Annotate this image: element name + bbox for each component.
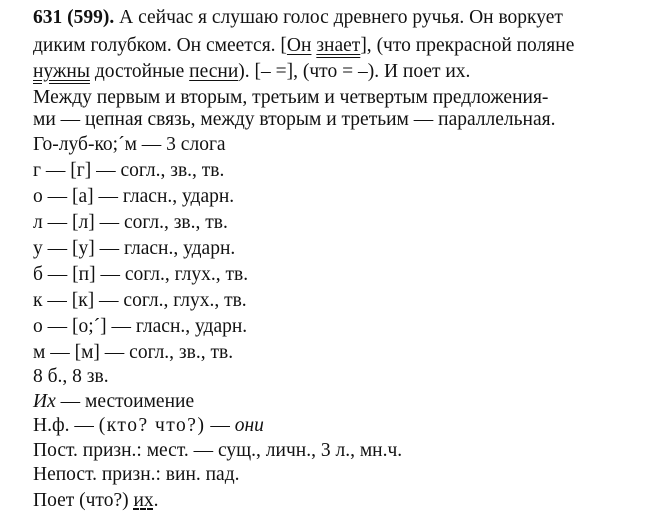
scheme-clause-close: ). [– =], (что = –). И поет их. [238,61,471,82]
phonetic-row: к — [к] — согл., глух., тв. [33,290,247,311]
phonetic-row: м — [м] — согл., зв., тв. [33,342,234,363]
exercise-sentence-1: А сейчас я слушаю голос древнего ручья. Он воркует [119,7,563,28]
scheme-open: [ [280,35,287,56]
scheme-predicate-2: нужны [33,61,90,82]
morph-role-prefix: Поет (что?) [33,490,134,511]
morph-word-line [33,392,194,412]
morph-role-end: . [153,490,159,511]
phonetic-header: Го-луб-ко;´м — 3 слога [33,134,226,155]
morph-nf-prefix: Н.ф. — [33,415,99,436]
exercise-number: 631 (599). [33,7,115,28]
morph-variable-features: Непост. призн.: вин. пад. [33,464,240,485]
morph-constant-features: Пост. призн.: мест. — сущ., личн., 3 л., мн.ч. [33,440,403,461]
phonetic-row: у — [у] — гласн., ударн. [33,238,236,259]
connection-line-1: Между первым и вторым, третьим и четвертым предложения- [33,87,549,108]
exercise-line-1 [33,8,563,28]
scheme-subject: Он [286,35,312,56]
exercise-line-2 [33,36,574,56]
scheme-subject-2: песни [189,61,239,82]
phonetic-row: л — [л] — согл., зв., тв. [33,212,228,233]
morph-syntactic-role [33,491,159,511]
scheme-clause-open: (что прекрасной поляне [371,35,575,56]
morph-initial-form [33,416,264,436]
phonetic-row: б — [п] — согл., глух., тв. [33,264,249,285]
morph-nf-question: (кто? что?) [98,415,206,436]
exercise-sentence-2: диким голубком. Он смеется. [33,35,276,56]
scheme-middle: достойные [89,61,190,82]
phonetic-row: г — [г] — согл., зв., тв. [33,160,225,181]
phonetic-row: о — [о;´] — гласн., ударн. [33,316,248,337]
morph-nf-value: они [234,415,264,436]
phonetic-summary: 8 б., 8 зв. [33,366,109,387]
morph-nf-dash: — [205,415,235,436]
exercise-line-3 [33,62,470,82]
morph-role-word: их [133,490,154,511]
morph-word-rest: — местоимение [55,391,195,412]
scheme-close: ], [360,35,372,56]
phonetic-row: о — [а] — гласн., ударн. [33,186,235,207]
morph-word: Их [33,391,56,412]
connection-line-2: ми — цепная связь, между вторым и третьим — параллельная. [33,109,556,130]
scheme-predicate: знает [316,35,361,56]
